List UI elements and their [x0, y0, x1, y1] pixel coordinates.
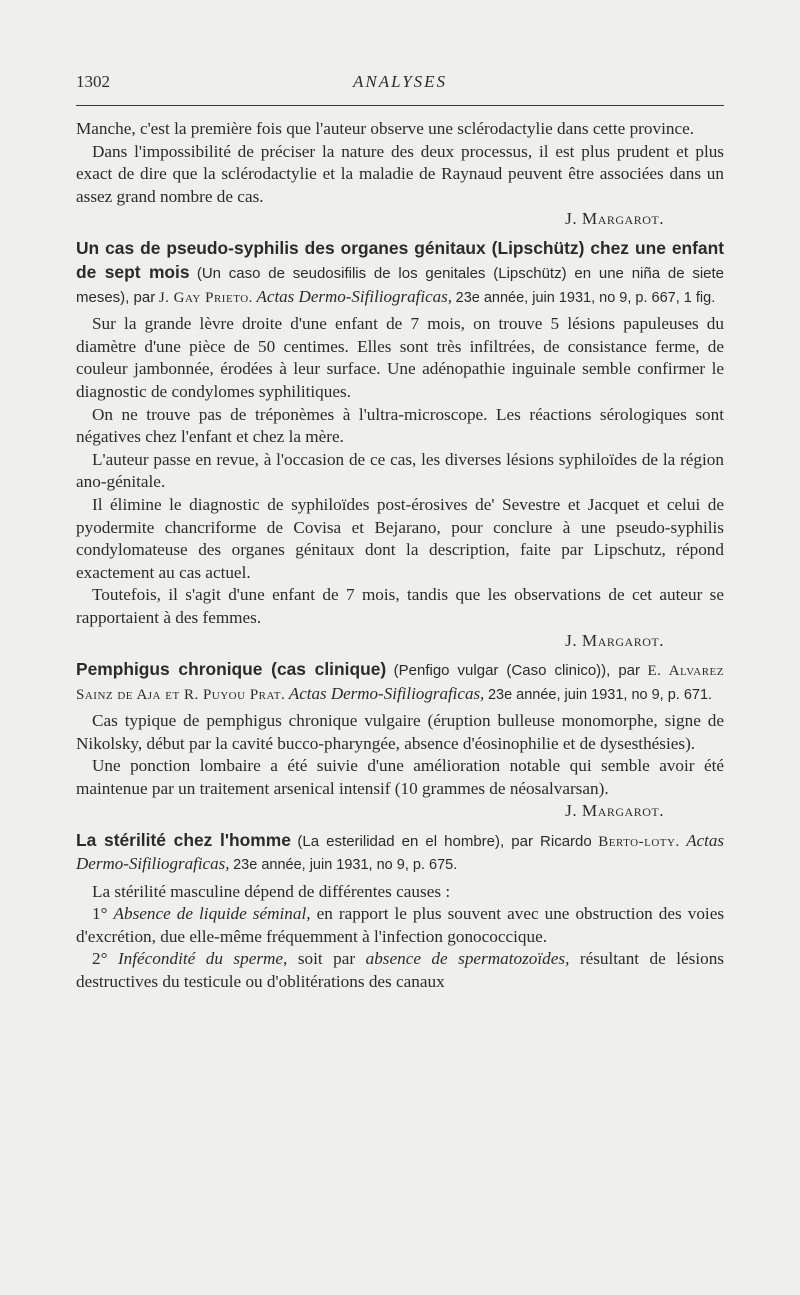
- entry3-author: Berto-loty.: [598, 833, 680, 850]
- entry2-title: Pemphigus chronique (cas clinique): [76, 659, 387, 680]
- entry3-paragraph: La stérilité masculine dépend de différentes causes :: [92, 881, 451, 901]
- page-number: 1302: [76, 72, 110, 91]
- entry3-original-title: (La esterilidad en el hombre), par Ricardo: [297, 832, 592, 850]
- item-text: résultant de lésions destructives du testicule ou d'oblitérations des canaux: [76, 949, 724, 992]
- entry1-author: J. Gay Prieto.: [158, 289, 253, 306]
- entry3-item-1: [76, 903, 724, 948]
- signature-text: J. Margarot.: [565, 209, 664, 229]
- item-heading: Absence de liquide séminal,: [113, 904, 311, 924]
- entry2-reference: 23e année, juin 1931, no 9, p. 671.: [487, 686, 713, 703]
- entry1-original-title: (Un caso de seudosifilis de los genitales (Lipschütz) en une niña de siete meses), par: [76, 265, 725, 306]
- entry1-reference: 23e année, juin 1931, no 9, p. 667, 1 fig.: [455, 289, 716, 306]
- header-rule: [76, 105, 724, 106]
- signature-text: J. Margarot.: [565, 801, 664, 821]
- entry1-heading: [76, 237, 724, 309]
- entry2-original-title: (Penfigo vulgar (Caso clinico)), par: [393, 662, 641, 680]
- entry1-signature: [76, 630, 724, 653]
- item-heading: Infécondité du sperme,: [117, 949, 288, 969]
- entry3-reference: 23e année, juin 1931, no 9, p. 675.: [233, 857, 458, 874]
- item-number: 2°: [92, 949, 108, 969]
- entry2-paragraph: Cas typique de pemphigus chronique vulgaire (éruption bulleuse monomorphe, signe de Nikolsky, début par la cavité bucco-pharyngée, absence d'éosinophilie et de dysesthésies).: [76, 710, 724, 753]
- item-text: soit par: [297, 949, 356, 969]
- item-number: 1°: [92, 904, 108, 924]
- entry1-paragraph: On ne trouve pas de tréponèmes à l'ultra-microscope. Les réactions sérologiques sont négatives chez l'enfant et chez la mère.: [76, 404, 724, 447]
- entry2-paragraph: Une ponction lombaire a été suivie d'une amélioration notable qui semble avoir été maintenue par un traitement arsenical intensif (10 grammes de néosalvarsan).: [76, 756, 724, 798]
- entry3-title: La stérilité chez l'homme: [76, 829, 291, 850]
- entry1-paragraph: Sur la grande lèvre droite d'une enfant de 7 mois, on trouve 5 lésions papuleuses du diamètre d'une pièce de 50 centimes. Elles sont très infiltrées, de consistance ferme, de couleur jambonnée, érodées à leur surface. Une adénopathie inguinale semble confirmer le diagnostic de condylomes syphilitiques.: [76, 314, 724, 401]
- entry1-paragraph: Toutefois, il s'agit d'une enfant de 7 mois, tandis que les observations de cet auteur se rapportaient à des femmes.: [76, 585, 724, 627]
- intro-paragraph-2: Dans l'impossibilité de préciser la nature des deux processus, il est plus prudent et plus exact de dire que la sclérodactylie et la maladie de Raynaud peuvent être associées dans un assez grand nombre de cas.: [76, 141, 724, 206]
- entry2-signature: [76, 800, 724, 823]
- entry2-journal: Actas Dermo-Sifiliograficas,: [288, 683, 485, 703]
- entry2-heading: [76, 658, 724, 706]
- intro-paragraph-1: Manche, c'est la première fois que l'auteur observe une sclérodactylie dans cette province.: [76, 119, 694, 138]
- entry3-journal: Actas Dermo-Sifiliograficas,: [76, 830, 725, 874]
- item-heading-2: absence de spermatozoïdes,: [365, 949, 570, 969]
- page-header: [76, 72, 724, 98]
- entry1-journal: Actas Dermo-Sifiliograficas,: [256, 286, 453, 306]
- entry1-paragraph: Il élimine le diagnostic de syphiloïdes post-érosives de' Sevestre et Jacquet et celui de pyodermite chancriforme de Covisa et Bejarano, pour conclure à une pseudo-syphilis condylomateuse des organes génitaux dont la description, faite par Lipschutz, répond exactement au cas actuel.: [76, 494, 724, 582]
- entry1-title: Un cas de pseudo-syphilis des organes génitaux (Lipschütz) chez une enfant de sept mois: [76, 237, 724, 283]
- entry3-heading: [76, 829, 724, 877]
- signature-text: J. Margarot.: [565, 630, 664, 650]
- entry1-paragraph: L'auteur passe en revue, à l'occasion de ce cas, les diverses lésions syphiloïdes de la région ano-génitale.: [76, 449, 724, 492]
- entry2-author: E. Alvarez Sainz de Aja et R. Puyou Prat.: [76, 663, 724, 703]
- item-text: en rapport le plus souvent avec une obstruction des voies d'excrétion, due elle-même fréquemment à l'infection gonococcique.: [76, 904, 725, 946]
- running-title: ANALYSES: [352, 72, 448, 91]
- intro-signature: [76, 208, 724, 231]
- page-body: [76, 118, 724, 994]
- entry3-item-2: [76, 948, 724, 993]
